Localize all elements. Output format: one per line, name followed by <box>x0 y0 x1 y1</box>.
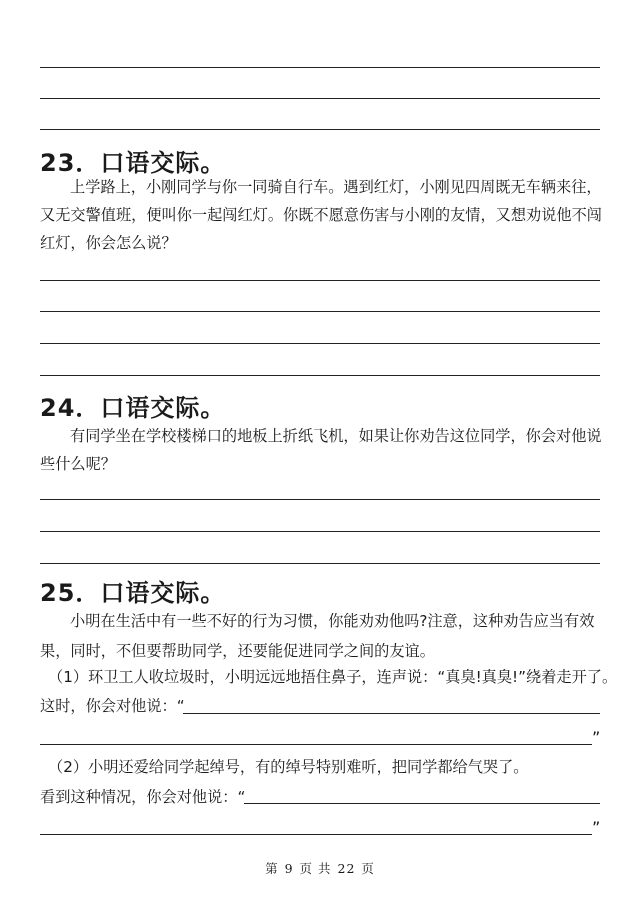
question-number: 23 <box>40 149 76 177</box>
close-quote: ” <box>592 818 601 837</box>
question-23-text: 上学路上，小刚同学与你一同骑自行车。遇到红灯，小刚见四周既无车辆来往，又无交警值班，便叫你一起闯红灯。你既不愿意伤害与小刚的友情，又想劝说他不闯红灯，你会怎么说？ <box>40 178 602 252</box>
question-25-text: 小明在生活中有一些不好的行为习惯，你能劝劝他吗?注意，这种劝告应当有效果，同时，不但要帮助同学，还要能促进同学之间的友谊。 <box>40 612 595 660</box>
question-title: ．口语交际。 <box>75 394 226 422</box>
answer-line[interactable] <box>40 129 600 130</box>
answer-line[interactable] <box>40 563 600 564</box>
question-number: 25 <box>40 579 76 607</box>
page-total: 22 <box>337 861 356 876</box>
answer-line[interactable] <box>183 713 600 714</box>
footer-middle: 页 共 <box>299 861 332 876</box>
question-24-text: 有同学坐在学校楼梯口的地板上折纸飞机，如果让你劝告这位同学，你会对他说些什么呢？ <box>40 427 602 473</box>
answer-line[interactable] <box>244 803 600 804</box>
sub-question-2: （2）小明还爱给同学起绰号，有的绰号特别难听，把同学都给气哭了。 <box>48 758 529 776</box>
close-quote: ” <box>592 728 601 747</box>
answer-line[interactable] <box>40 67 600 68</box>
question-title: ．口语交际。 <box>75 579 226 607</box>
answer-line[interactable] <box>40 98 600 99</box>
answer-line[interactable] <box>40 531 600 532</box>
page-footer <box>0 859 640 877</box>
answer-line[interactable] <box>40 375 600 376</box>
question-24-heading <box>40 388 225 423</box>
answer-line[interactable] <box>40 499 600 500</box>
answer-line[interactable] <box>40 343 600 344</box>
question-title: ．口语交际。 <box>75 149 226 177</box>
answer-prompt-1: 这时，你会对他说：“ <box>40 697 185 715</box>
footer-prefix: 第 <box>265 861 279 876</box>
answer-line[interactable] <box>40 280 600 281</box>
page-number: 9 <box>284 861 294 876</box>
answer-prompt-2: 看到这种情况，你会对他说：“ <box>40 788 246 806</box>
answer-line[interactable] <box>40 311 600 312</box>
question-25-heading <box>40 573 225 608</box>
answer-line[interactable] <box>40 744 592 745</box>
answer-line[interactable] <box>40 834 592 835</box>
sub-question-1: （1）环卫工人收垃圾时，小明远远地捂住鼻子，连声说：“真臭!真臭!”绕着走开了。 <box>48 668 618 686</box>
footer-suffix: 页 <box>361 861 375 876</box>
question-number: 24 <box>40 394 76 422</box>
